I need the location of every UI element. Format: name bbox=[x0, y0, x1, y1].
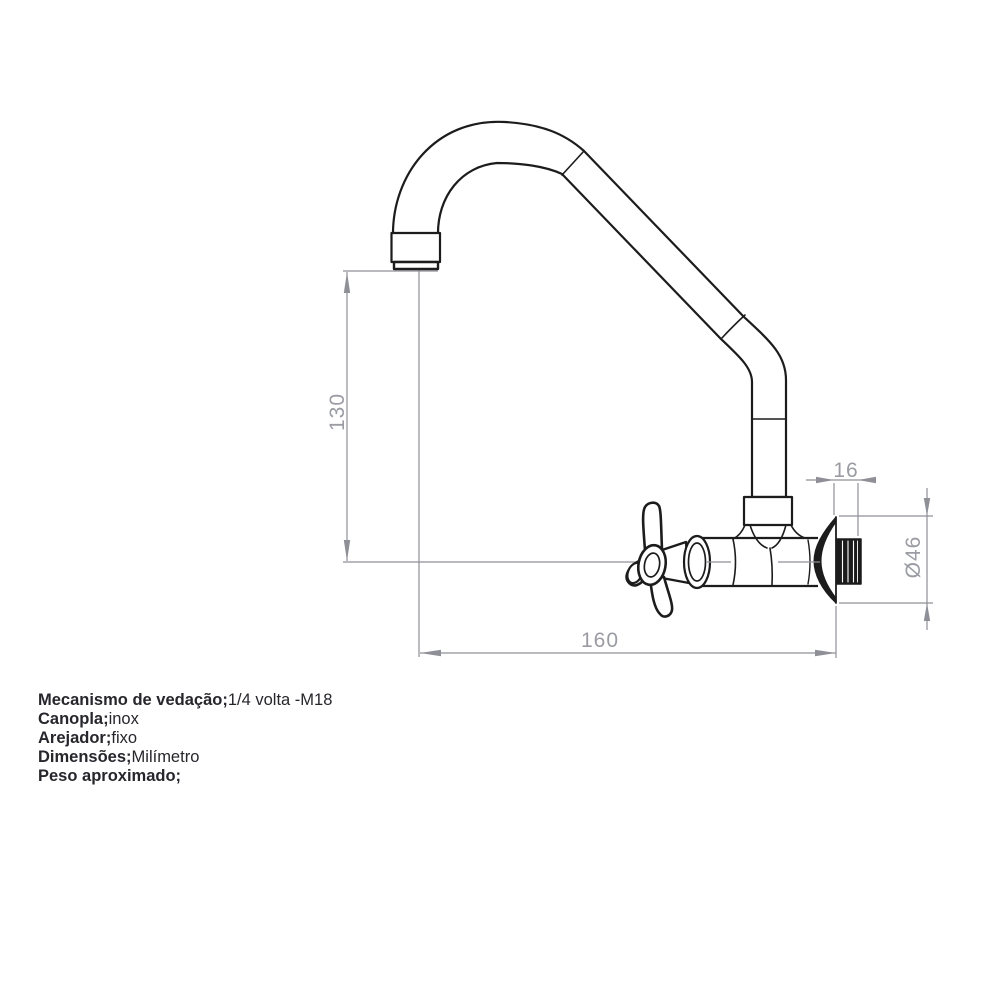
spec-text-block bbox=[38, 691, 558, 786]
dim-label-16: 16 bbox=[833, 459, 859, 482]
spec-line-sealing: Mecanismo de vedação;1/4 volta -M18 bbox=[38, 691, 333, 709]
spec-line-dimensions: Dimensões;Milímetro bbox=[38, 748, 200, 766]
spout-nut bbox=[744, 497, 792, 525]
dimension-lines bbox=[343, 258, 933, 658]
thread-shank bbox=[837, 539, 861, 584]
spec-line-weight: Peso aproximado; bbox=[38, 767, 182, 785]
handle-collar-inner bbox=[689, 543, 706, 581]
dim-label-160: 160 bbox=[580, 629, 620, 652]
faucet-body-group bbox=[392, 122, 862, 617]
spout-outline bbox=[393, 122, 786, 497]
handle-arm-top bbox=[643, 503, 662, 550]
aerator-tip bbox=[392, 233, 441, 262]
spec-line-escutcheon: Canopla;inox bbox=[38, 710, 139, 728]
aerator-tip-lip bbox=[394, 262, 438, 269]
dim-label-diameter-46: Ø46 bbox=[902, 535, 925, 579]
spec-line-aerator: Arejador;fixo bbox=[38, 729, 138, 747]
dim-label-130: 130 bbox=[326, 392, 349, 432]
